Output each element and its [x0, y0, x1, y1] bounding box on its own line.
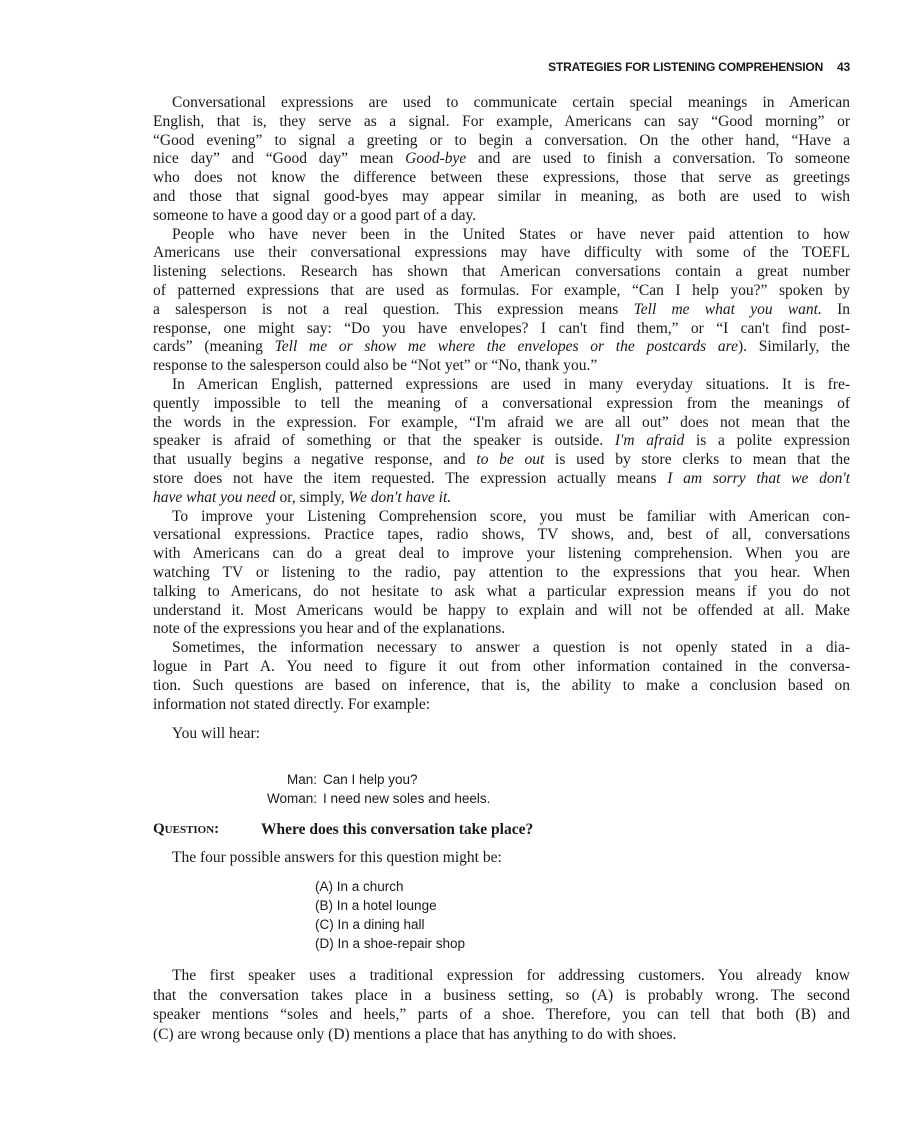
- text-segment: speaker is afraid of something or that the speaker is outside.: [153, 432, 615, 450]
- italic-text: Good-bye: [405, 150, 467, 168]
- text-segment: response, one might say: “Do you have envelopes? I can't find them,” or “I can't find post-: [153, 319, 850, 337]
- text-segment: cards” (meaning: [153, 338, 275, 356]
- answer-option-a: (A) In a church: [315, 879, 404, 894]
- body-text: [153, 94, 850, 714]
- paragraph: [153, 508, 850, 640]
- answer-option-c: (C) In a dining hall: [315, 917, 425, 932]
- paragraph: [153, 639, 850, 714]
- text-segment: or, simply,: [275, 488, 349, 506]
- text-segment: versational expressions. Practice tapes, radio shows, TV shows, and, best of all, conversations: [153, 526, 850, 544]
- text-segment: that the conversation takes place in a business setting, so (A) is probably wrong. The second: [153, 986, 850, 1004]
- text-line: [153, 320, 850, 339]
- italic-text: I'm afraid: [614, 432, 685, 450]
- text-segment: information not stated directly. For example:: [153, 695, 431, 713]
- text-line: [153, 244, 850, 263]
- text-line: [153, 526, 850, 545]
- text-segment: is a polite expression: [684, 432, 850, 450]
- text-line: [153, 545, 850, 564]
- text-line: [153, 414, 850, 433]
- text-segment: talking to Americans, do not hesitate to ask what a particular expression means if you do not: [153, 582, 850, 600]
- text-line: [153, 376, 850, 395]
- text-segment: with Americans can do a great deal to improve your listening comprehension. When you are: [153, 545, 850, 563]
- text-line: [153, 169, 850, 188]
- answer-option-d: (D) In a shoe-repair shop: [315, 936, 466, 951]
- italic-text: to be out: [476, 451, 545, 469]
- text-line: [153, 620, 850, 639]
- text-segment: Sometimes, the information necessary to answer a question is not openly stated in a dia-: [172, 639, 850, 657]
- text-line: [153, 564, 850, 583]
- italic-text: have what you need: [153, 488, 276, 506]
- question-label: Question:: [153, 821, 220, 837]
- text-segment: that usually begins a negative response, and: [153, 451, 477, 469]
- text-segment: is used by store clerks to mean that the: [544, 451, 850, 469]
- text-segment: To improve your Listening Comprehension score, you must be familiar with American con-: [172, 507, 850, 525]
- text-segment: watching TV or listening to the radio, pay attention to the expressions that you hear. When: [153, 563, 850, 581]
- text-segment: store does not have the item requested. The expression actually means: [153, 469, 668, 487]
- text-segment: nice day” and “Good day” mean: [153, 150, 406, 168]
- text-segment: Americans use their conversational expressions may have difficulty with some of the TOEFL: [153, 244, 850, 262]
- text-segment: ). Similarly, the: [738, 338, 850, 356]
- text-segment: tion. Such questions are based on inference, that is, the ability to make a conclusion based on: [153, 676, 850, 694]
- text-segment: listening selections. Research has shown that American conversations contain a great number: [153, 263, 850, 281]
- speaker-label: Woman:: [266, 791, 317, 806]
- text-segment: People who have never been in the United States or have never paid attention to how: [172, 225, 850, 243]
- text-line: [153, 986, 850, 1006]
- text-line: [153, 113, 850, 132]
- text-line: [153, 658, 850, 677]
- page-number: 43: [837, 60, 850, 74]
- text-segment: In: [821, 300, 850, 318]
- text-line: [153, 1005, 850, 1025]
- speaker-line: Can I help you?: [323, 772, 418, 787]
- text-line: [153, 282, 850, 301]
- paragraph: [153, 226, 850, 376]
- text-segment: understand it. Most Americans would be happy to explain and will not be offended at all. Make: [153, 601, 850, 619]
- text-line: [153, 508, 850, 527]
- text-line: [153, 696, 850, 715]
- text-segment: “Good evening” to signal a greeting or to begin a conversation. On the other hand, “Have a: [153, 131, 850, 149]
- text-segment: someone to have a good day or a good part of a day.: [153, 206, 477, 224]
- explanation-paragraph: [153, 966, 850, 1044]
- text-line: [153, 1025, 850, 1045]
- text-segment: who does not know the difference between these expressions, those that serve as greetings: [153, 169, 850, 187]
- answers-intro: The four possible answers for this question might be:: [172, 849, 502, 866]
- text-line: [153, 677, 850, 696]
- text-line: [153, 132, 850, 151]
- text-line: [153, 489, 850, 508]
- text-segment: and are used to finish a conversation. To someone: [466, 150, 850, 168]
- text-line: [153, 432, 850, 451]
- example-intro: You will hear:: [172, 725, 260, 742]
- text-line: [153, 226, 850, 245]
- text-line: [153, 263, 850, 282]
- text-segment: note of the expressions you hear and of the explanations.: [153, 620, 506, 638]
- text-segment: speaker mentions “soles and heels,” parts of a shoe. Therefore, you can tell that both (B) and: [153, 1006, 850, 1023]
- dialogue-line: [221, 791, 490, 806]
- paragraph: [153, 376, 850, 508]
- text-line: [153, 338, 850, 357]
- text-line: [153, 150, 850, 169]
- text-segment: a salesperson is not a real question. This expression means: [153, 300, 634, 318]
- text-line: [153, 583, 850, 602]
- text-segment: response to the salesperson could also be “Not yet” or “No, thank you.”: [153, 357, 598, 375]
- text-line: [153, 639, 850, 658]
- text-line: [153, 188, 850, 207]
- text-segment: English, that is, they serve as a signal. For example, Americans can say “Good morning” or: [153, 112, 850, 130]
- italic-text: Tell me what you want.: [633, 300, 822, 318]
- text-line: [153, 301, 850, 320]
- speaker-line: I need new soles and heels.: [323, 791, 491, 806]
- running-header: [500, 60, 850, 74]
- text-segment: Conversational expressions are used to communicate certain special meanings in American: [172, 94, 850, 111]
- italic-text: Tell me or show me where the envelopes or the postcards are: [274, 338, 738, 356]
- paragraph: [153, 94, 850, 226]
- text-segment: In American English, patterned expressions are used in many everyday situations. It is fre-: [172, 375, 850, 393]
- italic-text: I am sorry that we don't: [667, 469, 850, 487]
- answer-option-b: (B) In a hotel lounge: [315, 898, 437, 913]
- speaker-label: Man:: [286, 772, 317, 787]
- text-line: [153, 395, 850, 414]
- text-segment: of patterned expressions that are used as formulas. For example, “Can I help you?” spoken by: [153, 281, 850, 299]
- question-text: Where does this conversation take place?: [261, 821, 534, 838]
- text-segment: the words in the expression. For example, “I'm afraid we are all out” does not mean that the: [153, 413, 850, 431]
- text-segment: (C) are wrong because only (D) mentions a place that has anything to do with shoes.: [153, 1025, 677, 1043]
- text-line: [153, 470, 850, 489]
- running-header-title: STRATEGIES FOR LISTENING COMPREHENSION: [548, 60, 824, 74]
- text-line: [153, 966, 850, 986]
- text-line: [153, 451, 850, 470]
- text-segment: and those that signal good-byes may appear similar in meaning, as both are used to wish: [153, 187, 850, 205]
- text-line: [153, 357, 850, 376]
- dialogue-line: [221, 772, 418, 787]
- text-segment: quently impossible to tell the meaning of a conversational expression from the meanings of: [153, 394, 850, 412]
- italic-text: We don't have it.: [348, 488, 452, 506]
- text-line: [153, 94, 850, 113]
- text-segment: logue in Part A. You need to figure it out from other information contained in the conversa-: [153, 657, 850, 675]
- text-line: [153, 602, 850, 621]
- text-line: [153, 207, 850, 226]
- text-segment: The first speaker uses a traditional expression for addressing customers. You already know: [172, 967, 850, 984]
